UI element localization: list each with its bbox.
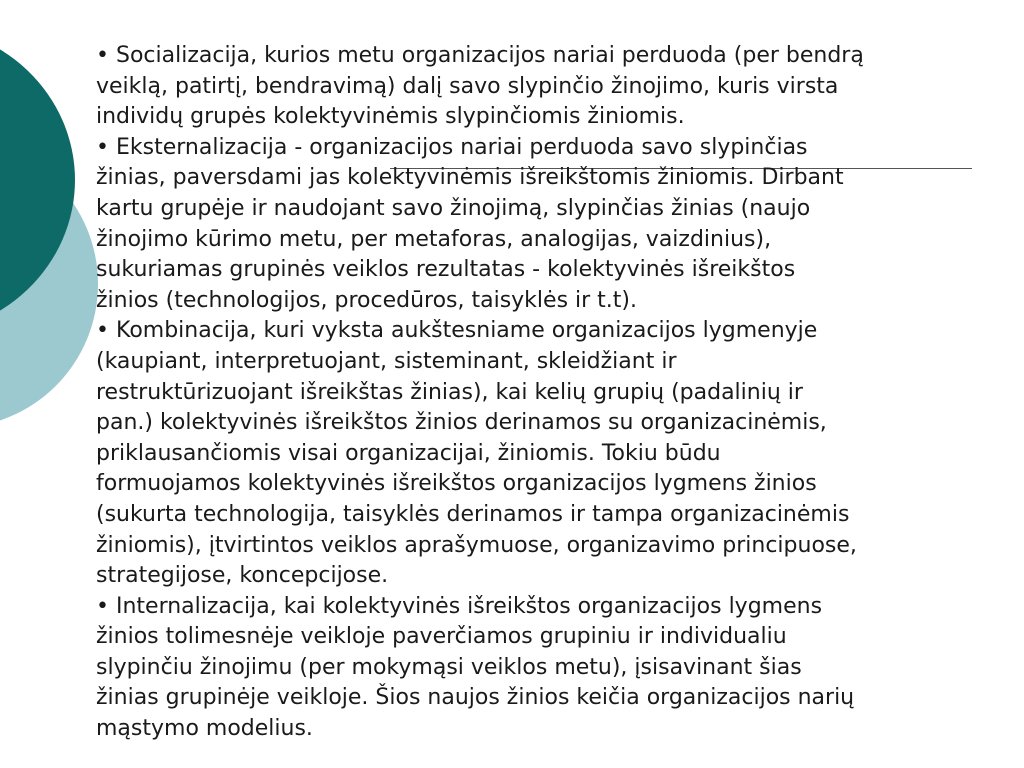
paragraph-externalization (96, 133, 1001, 317)
paragraph-text: Socializacija, kurios metu organizacijos nariai perduoda (per bendrą veiklą, patirtį, bendravimą) dalį savo slypinčio žinojimo, kuris virsta individų grupės kolektyvinėmis slypinčiomis žiniomis. (96, 43, 864, 130)
bullet-icon: • (96, 318, 109, 344)
paragraph-internalization (96, 592, 1001, 745)
bullet-icon: • (96, 43, 109, 68)
paragraph-text: Kombinacija, kuri vyksta aukštesniame organizacijos lygmenyje (kaupiant, interpretuojant, sisteminant, skleidžiant ir restruktūrizuojant išreikštas žinias), kai kelių grupių (padalinių ir pan.) kolektyvinės išreikštos žinios derinamos su organizacinėmis, priklausančiomis visai organizacijai, žiniomis. Tokiu būdu formuojamos kolektyvinės išreikštos organizacijos lygmens žinios (sukurta technologija, taisyklės derinamos ir tampa organizacinėmis žiniomis), įtvirtintos veiklos aprašymuose, organizavimo principuose, strategijose, koncepcijose. (96, 318, 857, 589)
paragraph-text: Internalizacija, kai kolektyvinės išreikštos organizacijos lygmens žinios tolimesnėje veikloje paverčiamos grupiniu ir individualiu slypinčiu žinojimu (per mokymąsi veiklos metu), įsisavinant šias žinias grupinėje veikloje. Šios naujos žinios keičia organizacijos narių mąstymo modelius. (96, 593, 855, 742)
slide-body (96, 41, 1001, 745)
paragraph-socialization (96, 41, 1001, 133)
paragraph-text: Eksternalizacija - organizacijos nariai perduoda savo slypinčias žinias, paversdami jas kolektyvinėmis išreikštomis žiniomis. Dirbant kartu grupėje ir naudojant savo žinojimą, slypinčias žinias (naujo žinojimo kūrimo metu, per metaforas, analogijas, vaizdinius), sukuriamas grupinės veiklos rezultatas - kolektyvinės išreikštos žinios (technologijos, procedūros, taisyklės ir t.t). (96, 134, 844, 313)
bullet-icon: • (96, 593, 109, 619)
paragraph-combination (96, 316, 1001, 591)
bullet-icon: • (96, 134, 109, 160)
